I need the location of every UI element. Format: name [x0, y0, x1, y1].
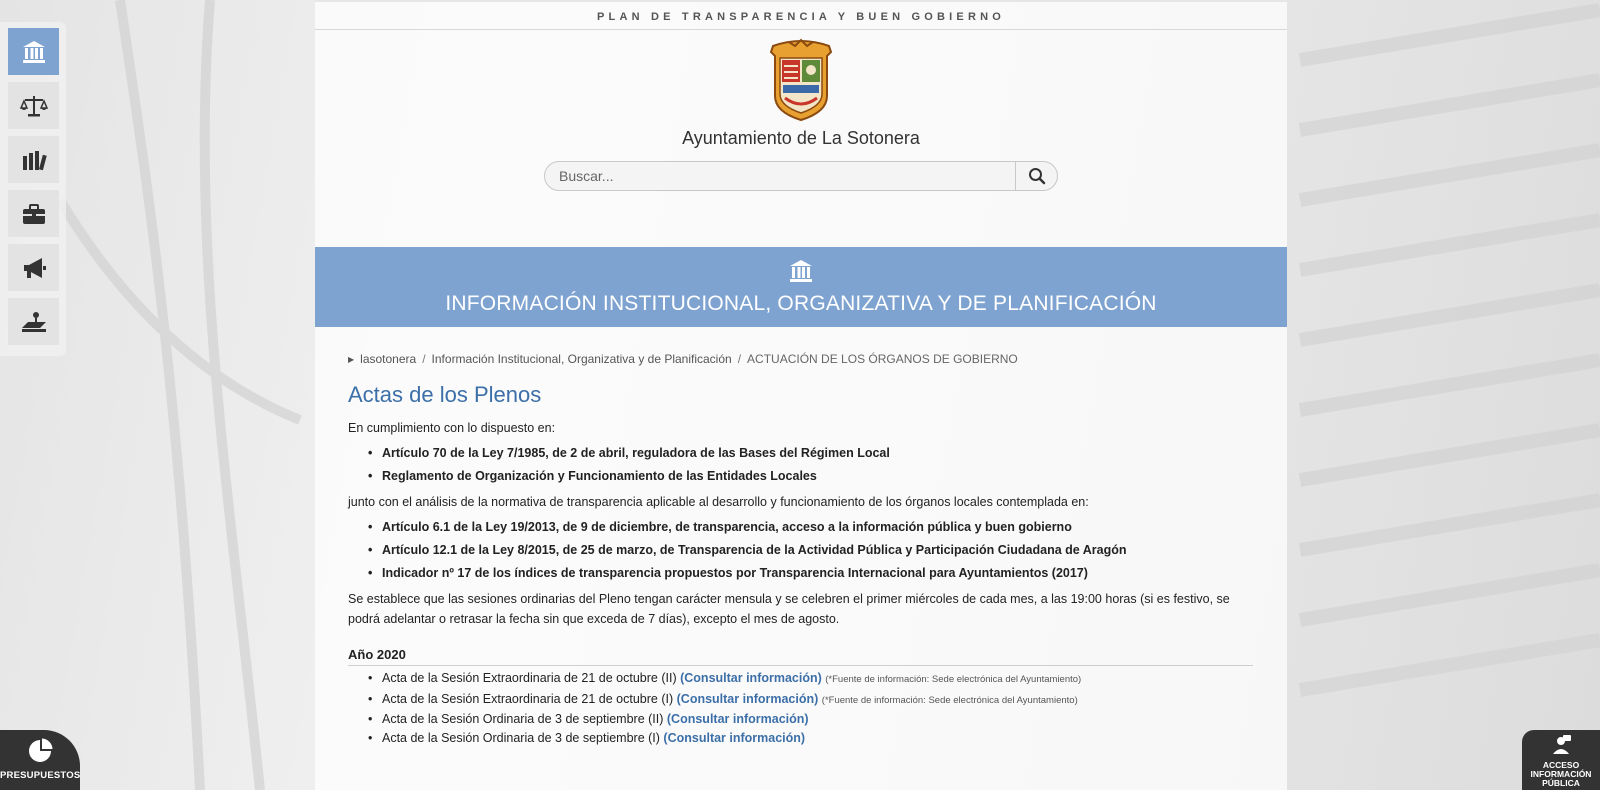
user-chat-icon	[1550, 734, 1572, 756]
acceso-label-3: PÚBLICA	[1542, 778, 1580, 788]
sidebar-item-contratos[interactable]	[8, 190, 59, 237]
acceso-label-2: INFORMACIÓN	[1530, 769, 1592, 779]
list-item	[368, 669, 1253, 690]
intro-text: En cumplimiento con lo dispuesto en:	[348, 421, 556, 435]
sidebar-item-participacion[interactable]	[8, 244, 59, 291]
breadcrumb	[348, 352, 1253, 366]
list-item: • Artículo 6.1 de la Ley 19/2013, de 9 de diciembre, de transparencia, acceso a la información pública y buen gobierno	[368, 520, 1253, 534]
presupuestos-label: PRESUPUESTOS	[0, 770, 81, 781]
consultar-link[interactable]: (Consultar información)	[676, 691, 819, 706]
acta-text: Acta de la Sesión Ordinaria de 3 de septiembre (I)	[382, 730, 660, 745]
source-note: (*Fuente de información: Sede electrónica del Ayuntamiento)	[821, 694, 1078, 706]
list-item: • Artículo 12.1 de la Ley 8/2015, de 25 de marzo, de Transparencia de la Actividad Pública y Participación Ciudadana de Aragón	[368, 543, 1253, 557]
page-title: Actas de los Plenos	[348, 382, 542, 407]
sidebar-item-juridica[interactable]	[8, 82, 59, 129]
actas-list	[348, 669, 1253, 747]
acceso-label-1: ACCESO	[1542, 760, 1580, 770]
breadcrumb-separator: /	[422, 352, 426, 366]
sidebar-item-urbanismo[interactable]	[8, 298, 59, 345]
breadcrumb-separator: /	[737, 352, 742, 366]
briefcase-icon	[20, 200, 48, 228]
search-icon	[1028, 167, 1046, 185]
list-item: • Artículo 70 de la Ley 7/1985, de 2 de abril, reguladora de las Bases del Régimen Local	[368, 446, 1253, 460]
breadcrumb-link-home[interactable]: lasotonera	[360, 352, 417, 366]
list-item	[368, 729, 1253, 748]
list-item	[368, 710, 1253, 729]
laws-list-1	[348, 446, 1253, 483]
list-item	[368, 690, 1253, 711]
list-item: • Reglamento de Organización y Funcionamiento de las Entidades Locales	[368, 469, 1253, 483]
scales-icon	[20, 92, 48, 120]
article-content	[348, 352, 1253, 747]
pie-chart-icon	[26, 737, 54, 765]
breadcrumb-link-section[interactable]: Información Institucional, Organizativa y de Planificación	[431, 352, 732, 366]
list-item: • Indicador nº 17 de los índices de transparencia propuestos por Transparencia Internacional para Ayuntamientos (2017)	[368, 566, 1253, 580]
institution-icon	[787, 257, 815, 285]
presupuestos-button[interactable]	[0, 730, 80, 790]
acceso-informacion-button[interactable]	[1522, 730, 1600, 790]
site-name: Ayuntamiento de La Sotonera	[682, 128, 920, 148]
source-note: (*Fuente de información: Sede electrónica del Ayuntamiento)	[825, 674, 1082, 685]
institution-icon	[20, 38, 48, 66]
bar-chart-icon	[20, 146, 48, 174]
intro-text-2: junto con el análisis de la normativa de transparencia aplicable al desarrollo y funcionamiento de los órganos locales contemplada en:	[348, 495, 1089, 509]
megaphone-icon	[20, 254, 48, 282]
caret-right-icon: ▶	[348, 354, 355, 364]
section-banner	[315, 247, 1287, 327]
laws-list-2	[348, 520, 1253, 580]
section-title: INFORMACIÓN INSTITUCIONAL, ORGANIZATIVA Y DE PLANIFICACIÓN	[445, 292, 1157, 315]
search-bar	[544, 161, 1058, 191]
sidebar-item-economica[interactable]	[8, 136, 59, 183]
search-button[interactable]	[1015, 162, 1057, 190]
consultar-link[interactable]: (Consultar información)	[666, 712, 809, 726]
consultar-link[interactable]: (Consultar información)	[680, 671, 822, 685]
left-sidebar	[0, 22, 66, 356]
main-content	[315, 0, 1287, 790]
land-icon	[20, 308, 48, 336]
acta-text: Acta de la Sesión Ordinaria de 3 de septiembre (II)	[382, 712, 664, 726]
header-strip-title: PLAN DE TRANSPARENCIA Y BUEN GOBIERNO	[315, 0, 1287, 30]
search-input[interactable]	[545, 162, 1015, 190]
sidebar-item-institucional[interactable]	[8, 28, 59, 75]
year-heading: Año 2020	[348, 647, 1253, 666]
acta-text: Acta de la Sesión Extraordinaria de 21 de octubre (I)	[382, 691, 674, 706]
schedule-text: Se establece que las sesiones ordinarias del Pleno tengan carácter mensula y se celebren el primer miércoles de cada mes, a las 19:00 horas (si es festivo, se podrá adelantar o retrasar la fecha sin que exceda de 7 días), excepto el mes de agosto.	[348, 592, 1230, 626]
breadcrumb-current: ACTUACIÓN DE LOS ÓRGANOS DE GOBIERNO	[747, 352, 1018, 366]
coat-of-arms-logo	[765, 38, 837, 122]
acta-text: Acta de la Sesión Extraordinaria de 21 de octubre (II)	[382, 671, 677, 685]
consultar-link[interactable]: (Consultar información)	[663, 730, 806, 745]
